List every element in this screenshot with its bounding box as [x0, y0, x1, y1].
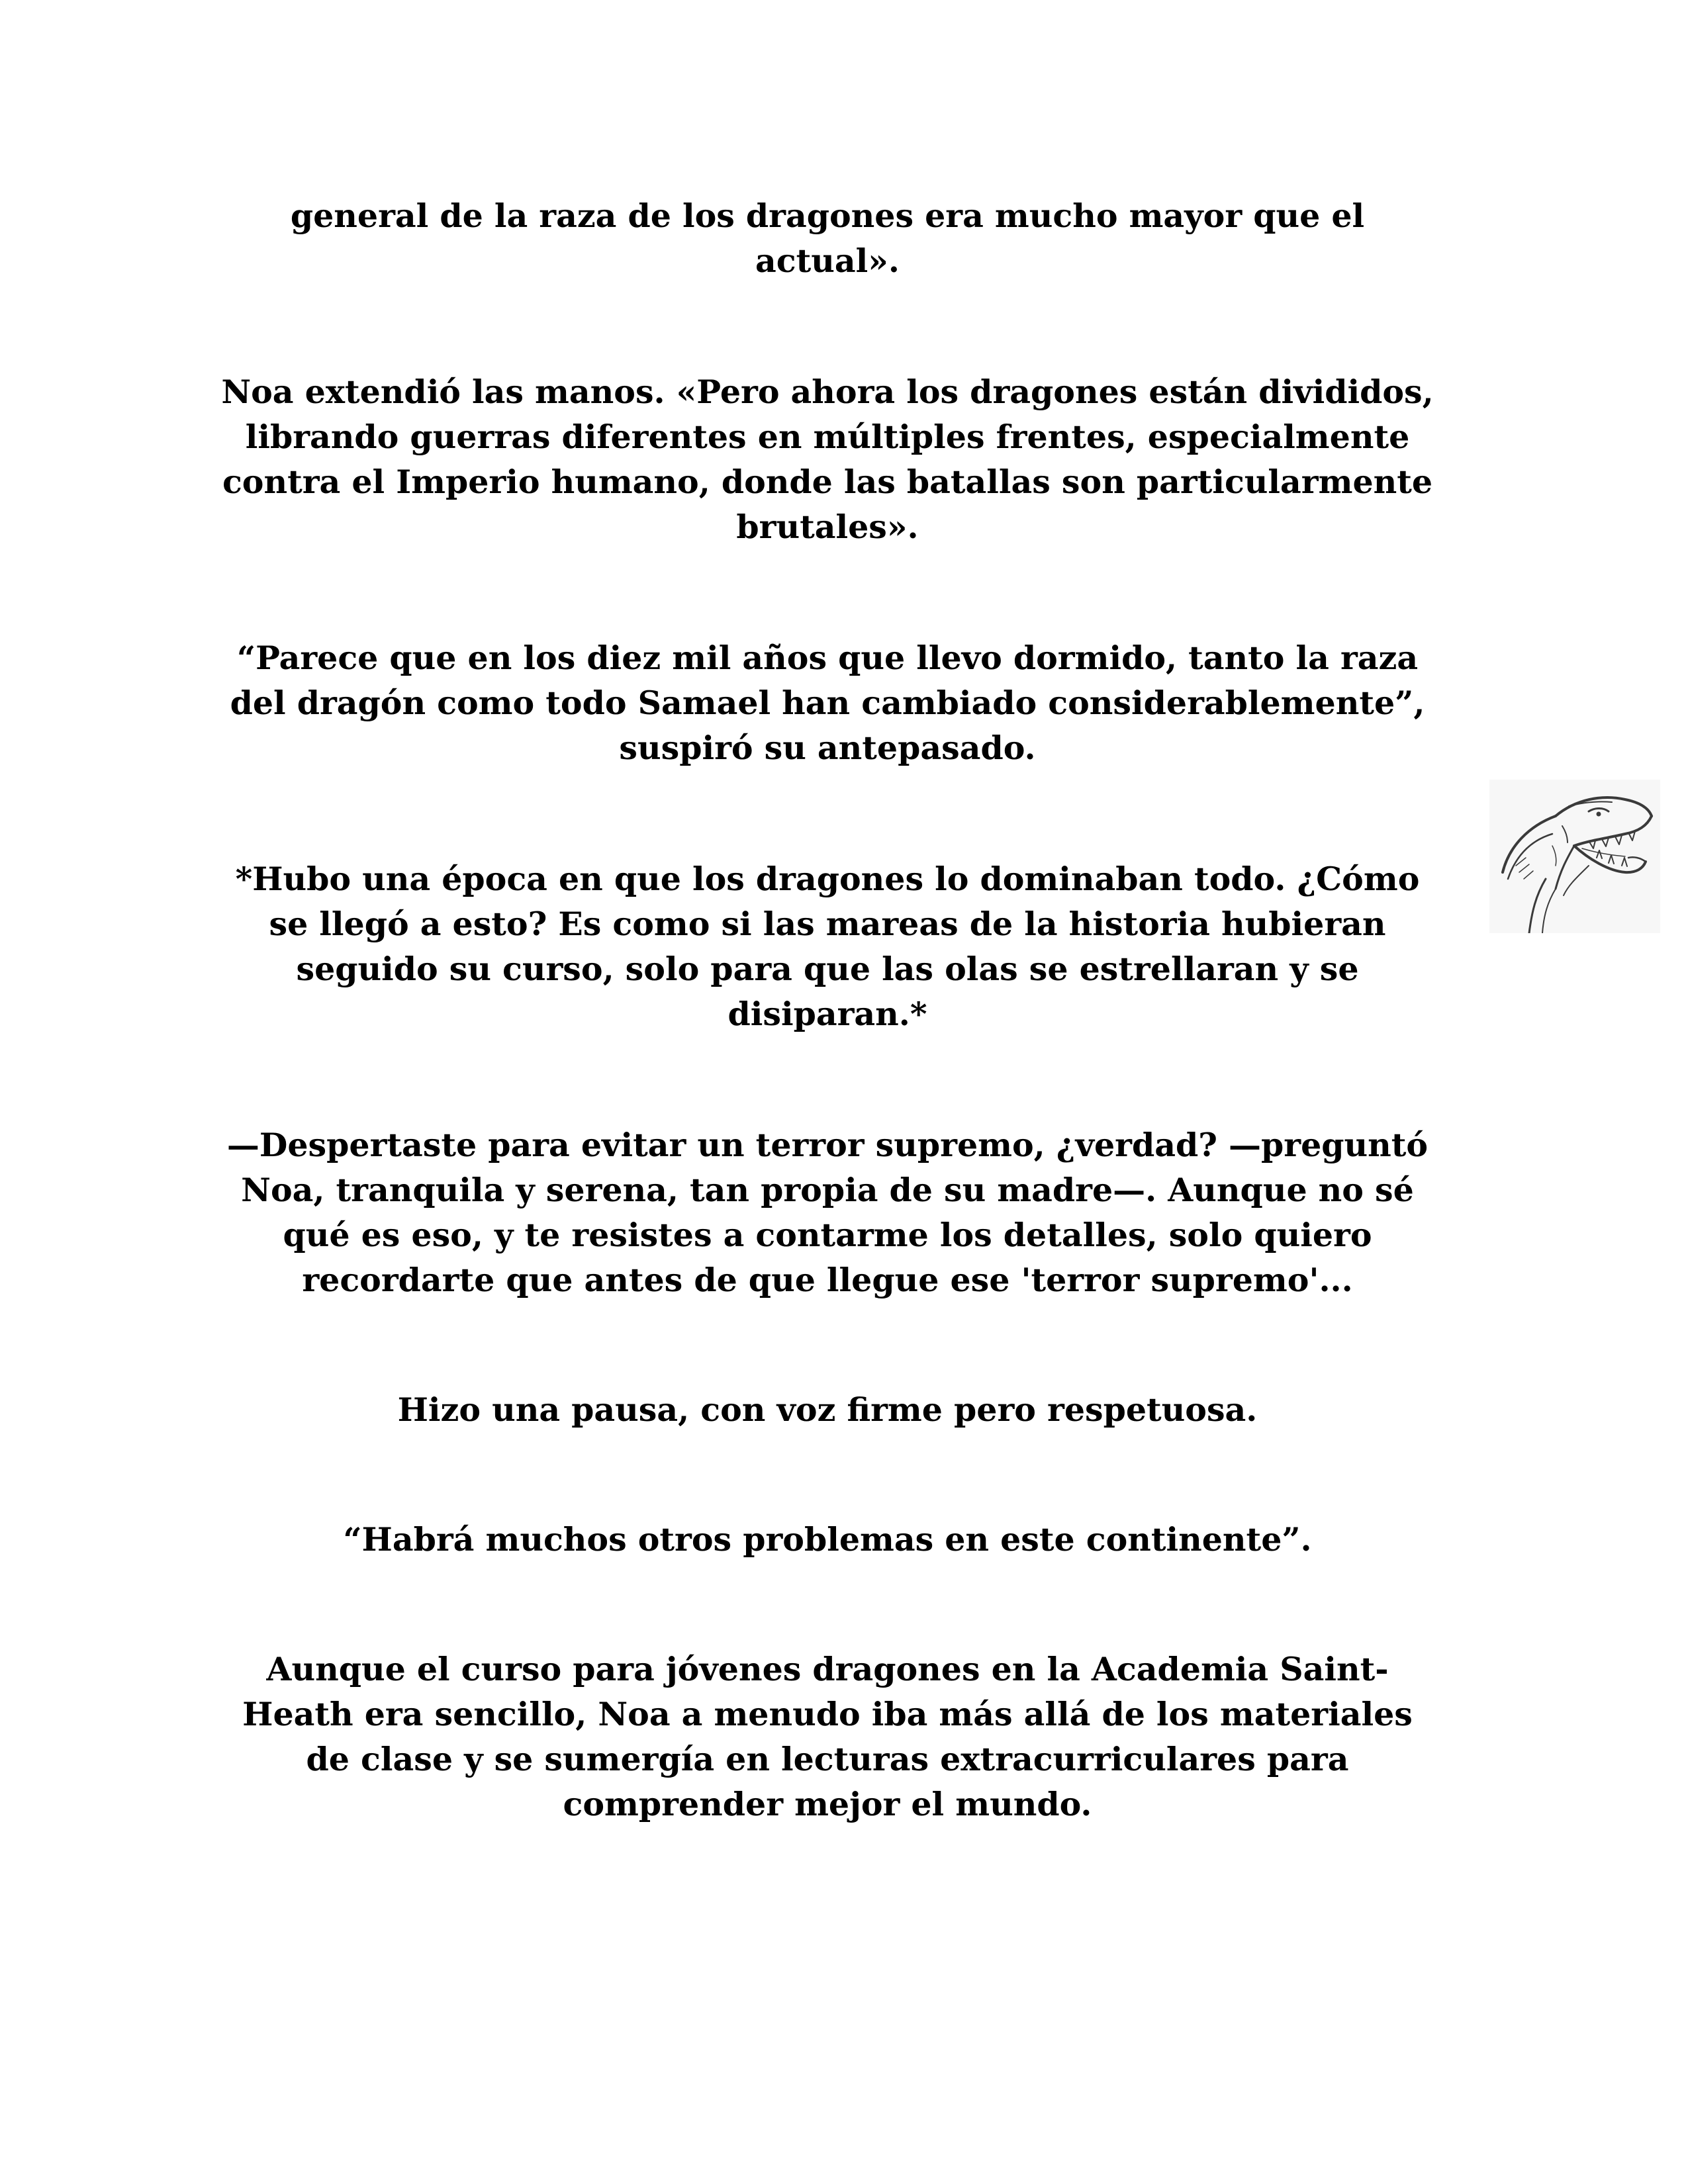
paragraph-gap: [218, 1036, 1436, 1122]
paragraph-3: “Parece que en los diez mil años que llevo dormido, tanto la raza del dragón como todo Samael han cambiado considerablemente”, suspiró su antepasado.: [230, 639, 1425, 767]
paragraph-gap: [218, 1562, 1436, 1647]
paragraph-gap: [218, 1302, 1436, 1387]
paragraph-8: Aunque el curso para jóvenes dragones en la Academia Saint-Heath era sencillo, Noa a menudo iba más allá de los materiales de clase y se sumergía en lecturas extracurriculares para comprender mejor el mundo.: [242, 1650, 1413, 1823]
dragon-head-sketch-icon: [1489, 780, 1660, 933]
paragraph-gap: [218, 770, 1436, 856]
paragraph-6: Hizo una pausa, con voz firme pero respetuosa.: [397, 1390, 1258, 1429]
paragraph-gap: [218, 283, 1436, 369]
paragraph-gap: [218, 549, 1436, 635]
paragraph-4: *Hubo una época en que los dragones lo dominaban todo. ¿Cómo se llegó a esto? Es como si las mareas de la historia hubieran seguido su curso, solo para que las olas se estrellaran y se disiparan.*: [235, 860, 1420, 1033]
paragraph-1: general de la raza de los dragones era mucho mayor que el actual».: [290, 197, 1365, 280]
paragraph-5: —Despertaste para evitar un terror supremo, ¿verdad? —preguntó Noa, tranquila y serena, tan propia de su madre—. Aunque no sé qué es eso, y te resistes a contarme los detalles, solo quiero recordarte que antes de que llegue ese 'terror supremo'...: [226, 1126, 1429, 1299]
body-text: [218, 193, 1436, 1827]
paragraph-gap: [218, 1432, 1436, 1517]
paragraph-7: “Habrá muchos otros problemas en este continente”.: [343, 1520, 1312, 1559]
paragraph-2: Noa extendió las manos. «Pero ahora los dragones están divididos, librando guerras diferentes en múltiples frentes, especialmente contra el Imperio humano, donde las batallas son particularmente brutales».: [221, 373, 1434, 546]
